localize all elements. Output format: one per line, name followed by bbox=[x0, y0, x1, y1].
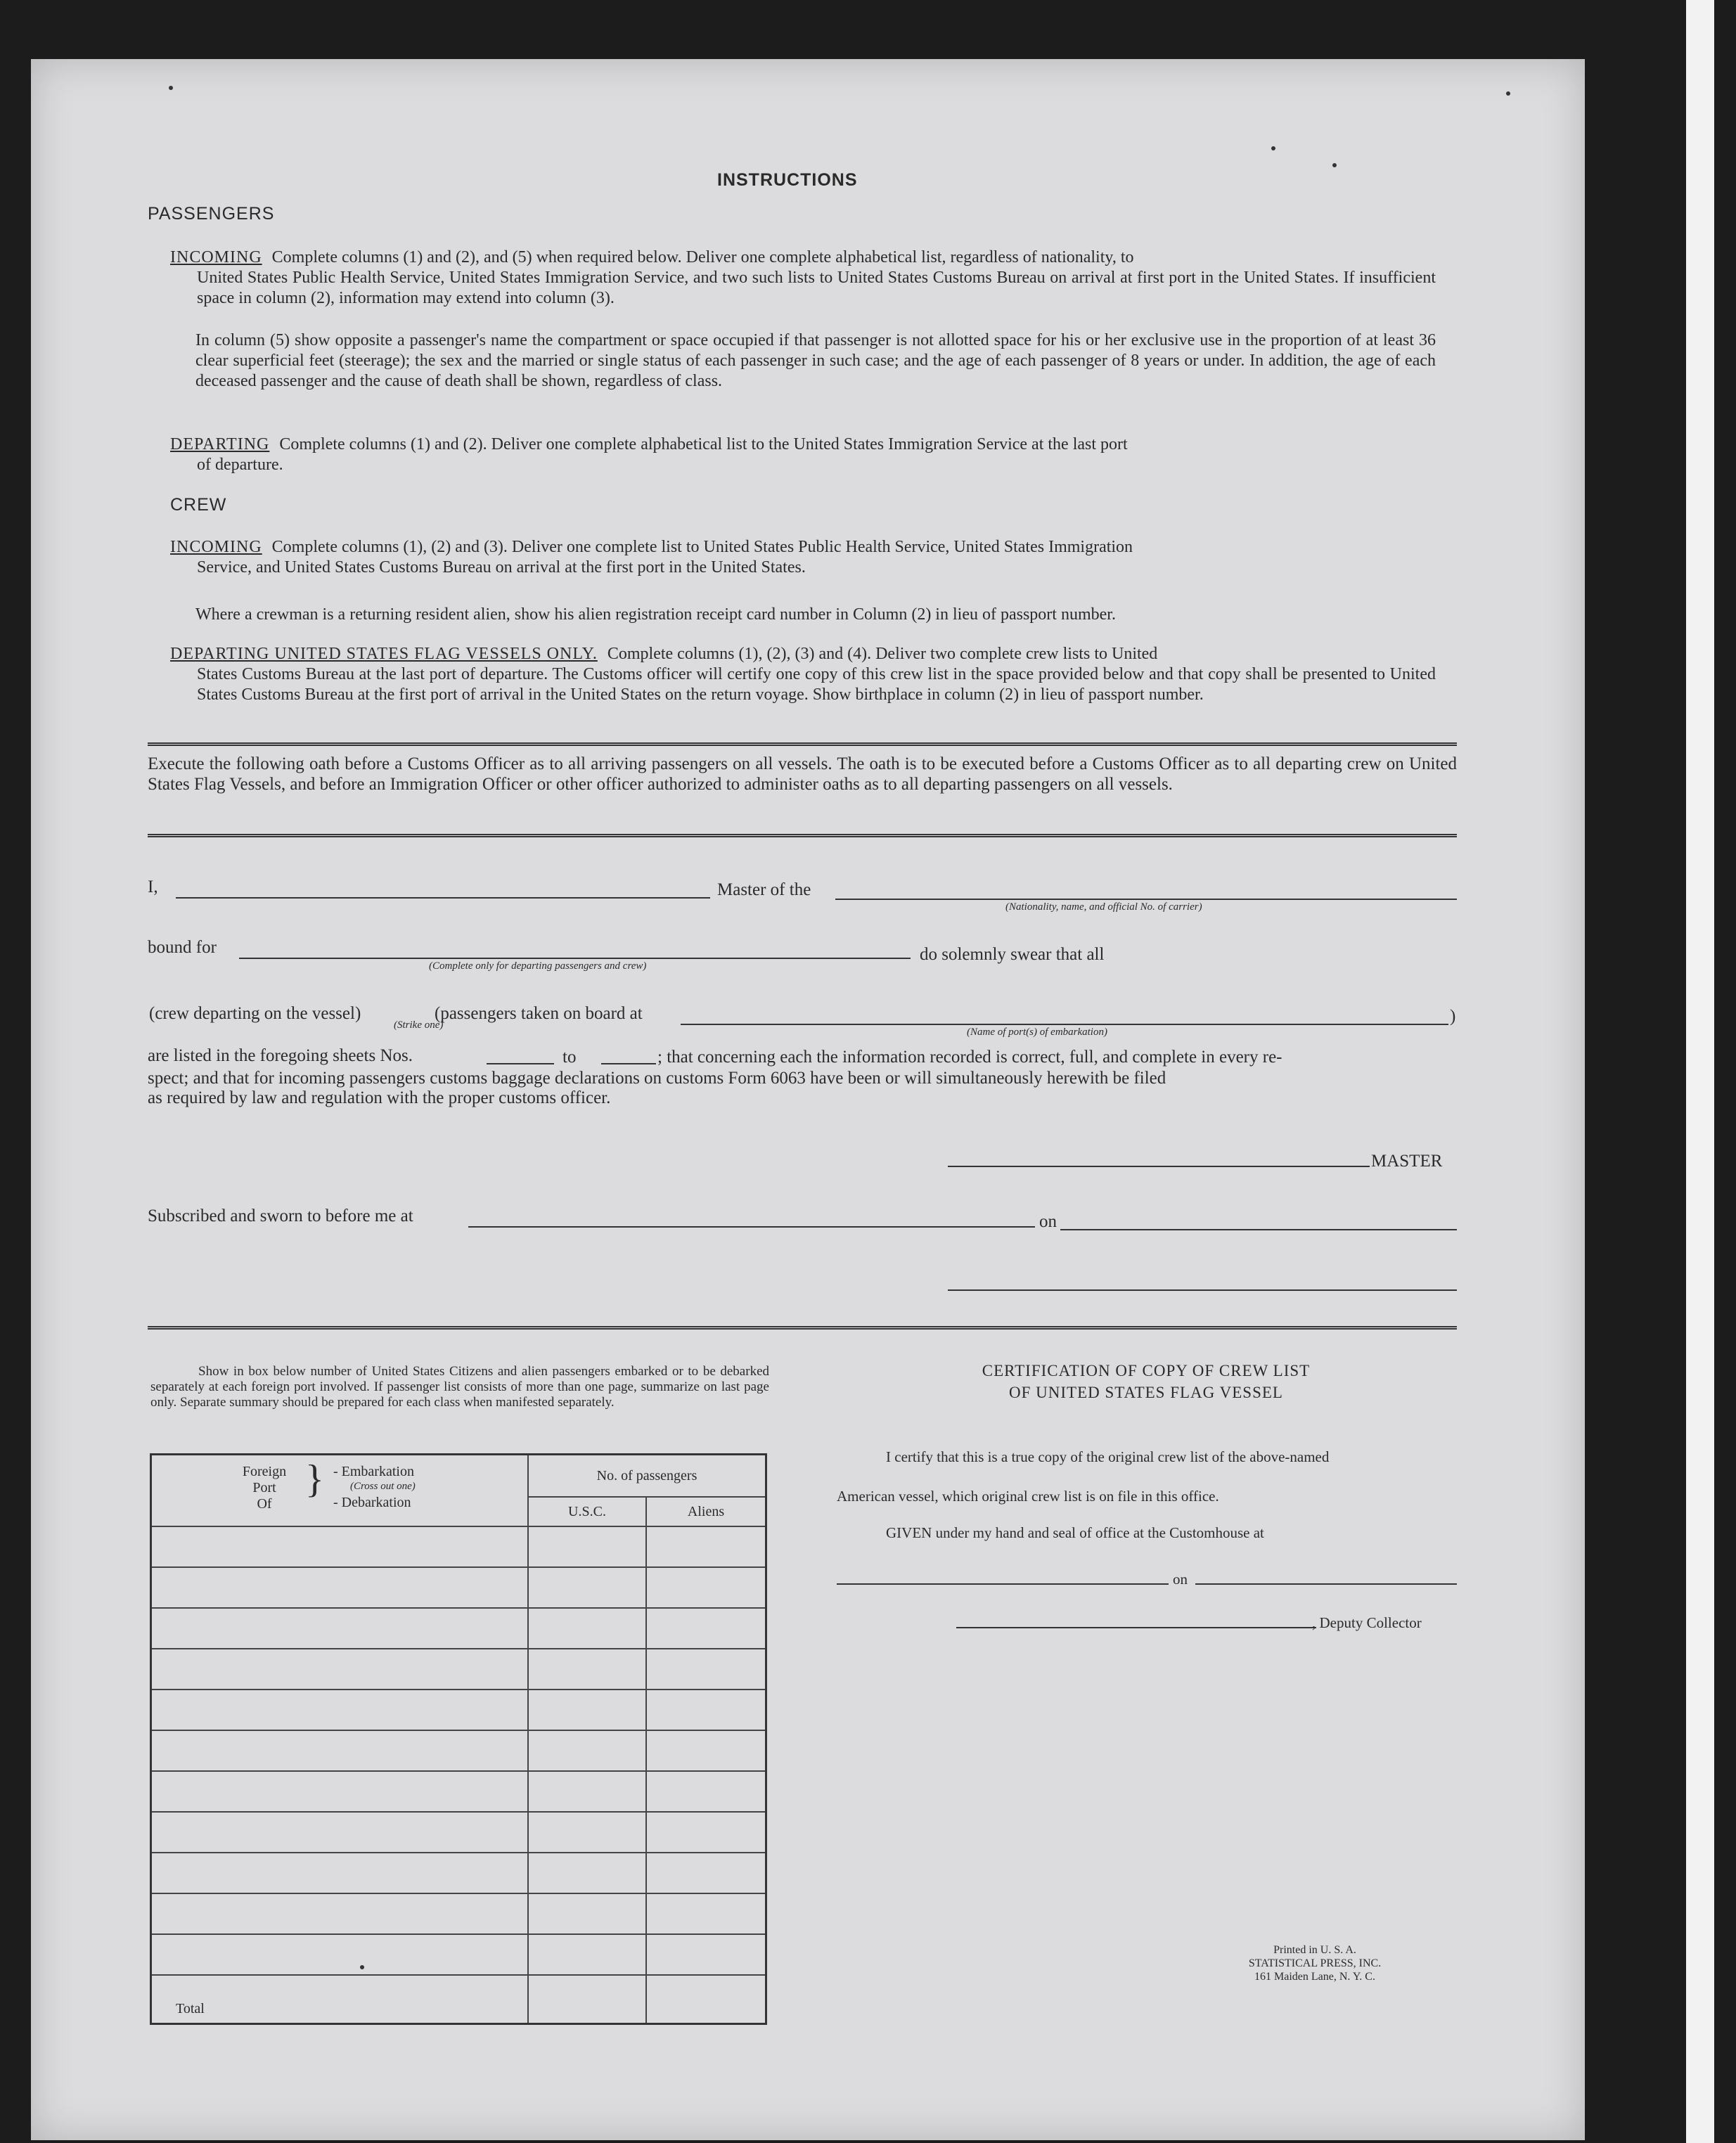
deputy-collector-label: , Deputy Collector bbox=[1312, 1614, 1422, 1631]
printer-line1: Printed in U. S. A. bbox=[1273, 1944, 1356, 1956]
sworn-on-label: on bbox=[1039, 1212, 1057, 1231]
aliens-cell[interactable] bbox=[646, 1853, 766, 1893]
close-paren: ) bbox=[1450, 1007, 1456, 1026]
foreign-port-header bbox=[151, 1455, 529, 1527]
table-row bbox=[151, 1567, 766, 1608]
scan-speck bbox=[1271, 146, 1275, 150]
sworn-date-field[interactable] bbox=[1060, 1229, 1457, 1230]
master-of-label: Master of the bbox=[717, 880, 811, 899]
table-row bbox=[151, 1730, 766, 1771]
aliens-cell[interactable] bbox=[646, 1771, 766, 1812]
crew-incoming-text2: Service, and United States Customs Bureau on arrival at the first port in the United States. bbox=[197, 558, 806, 577]
customhouse-field[interactable] bbox=[837, 1583, 1169, 1585]
port-cell[interactable] bbox=[151, 1608, 529, 1649]
crew-departing-paragraph bbox=[170, 644, 1436, 705]
aliens-cell[interactable] bbox=[646, 1608, 766, 1649]
cross-out-caption: (Cross out one) bbox=[350, 1481, 416, 1492]
certification-text1: I certify that this is a true copy of the original crew list of the above-named bbox=[886, 1448, 1330, 1465]
table-row bbox=[151, 1649, 766, 1690]
usc-cell[interactable] bbox=[528, 1526, 646, 1567]
table-row bbox=[151, 1771, 766, 1812]
carrier-caption: (Nationality, name, and official No. of carrier) bbox=[1005, 901, 1202, 913]
usc-cell[interactable] bbox=[528, 1812, 646, 1853]
table-row bbox=[151, 1526, 766, 1567]
passengers-departing-text1: Complete columns (1) and (2). Deliver one complete alphabetical list to the United States Immigration Service at the last port bbox=[279, 435, 1128, 453]
table-row bbox=[151, 1690, 766, 1730]
no-of-passengers-header: No. of passengers bbox=[528, 1455, 766, 1498]
listed-to: to bbox=[562, 1048, 577, 1067]
embarkation-port-field[interactable] bbox=[681, 1024, 1448, 1025]
listed-text-a: are listed in the foregoing sheets Nos. bbox=[148, 1046, 413, 1065]
certification-title bbox=[837, 1360, 1455, 1403]
usc-cell[interactable] bbox=[528, 1853, 646, 1893]
crew-incoming-lead: INCOMING bbox=[170, 538, 262, 556]
brace-glyph: } bbox=[305, 1457, 324, 1501]
sworn-place-field[interactable] bbox=[468, 1226, 1035, 1228]
port-cell[interactable] bbox=[151, 1812, 529, 1853]
crew-departing-text2: States Customs Bureau at the last port of departure. The Customs officer will certify one copy of this crew list in the space provided below and that copy shall be presented to United States Customs Bureau at the first port of arrival in the United States on the return voyage. Show birthplace in column (2) in lieu of passport number. bbox=[197, 665, 1436, 704]
foreign-word: Foreign bbox=[242, 1464, 287, 1479]
officer-signature-field[interactable] bbox=[948, 1289, 1457, 1291]
crew-departing-text1: Complete columns (1), (2), (3) and (4). Deliver two complete crew lists to United bbox=[607, 645, 1158, 663]
listed-text-b: ; that concerning each the information recorded is correct, full, and complete in every re- bbox=[657, 1048, 1282, 1067]
divider-rule bbox=[148, 834, 1457, 837]
passenger-summary-table bbox=[150, 1453, 767, 2025]
usc-header: U.S.C. bbox=[528, 1497, 646, 1526]
printer-line2: STATISTICAL PRESS, INC. bbox=[1248, 1957, 1382, 1969]
crew-resident-paragraph: Where a crewman is a returning resident alien, show his alien registration receipt card number in Column (2) in lieu of passport number. bbox=[195, 605, 1116, 624]
port-word: Port bbox=[252, 1480, 276, 1495]
sheet-from-field[interactable] bbox=[487, 1063, 554, 1064]
master-signature-field[interactable] bbox=[948, 1166, 1370, 1167]
oath-i-label: I, bbox=[148, 877, 158, 896]
crew-incoming-paragraph bbox=[170, 537, 1436, 578]
usc-total-cell[interactable] bbox=[528, 1975, 646, 2024]
port-cell[interactable] bbox=[151, 1567, 529, 1608]
scan-edge-strip bbox=[1686, 0, 1714, 2143]
printer-line3: 161 Maiden Lane, N. Y. C. bbox=[1254, 1971, 1375, 1983]
usc-cell[interactable] bbox=[528, 1567, 646, 1608]
usc-cell[interactable] bbox=[528, 1690, 646, 1730]
listed-line3: as required by law and regulation with the proper customs officer. bbox=[148, 1088, 611, 1107]
aliens-cell[interactable] bbox=[646, 1526, 766, 1567]
divider-rule bbox=[148, 1326, 1457, 1330]
crew-heading: CREW bbox=[170, 495, 227, 515]
port-cell[interactable] bbox=[151, 1690, 529, 1730]
total-label: Total bbox=[151, 1975, 529, 2024]
passengers-taken-option: (passengers taken on board at bbox=[435, 1004, 643, 1023]
table-row bbox=[151, 1934, 766, 1975]
port-cell[interactable] bbox=[151, 1649, 529, 1690]
carrier-field[interactable] bbox=[835, 899, 1457, 900]
passengers-heading: PASSENGERS bbox=[148, 204, 275, 224]
swear-label: do solemnly swear that all bbox=[920, 945, 1105, 964]
usc-cell[interactable] bbox=[528, 1934, 646, 1975]
summary-instructions: Show in box below number of United States Citizens and alien passengers embarked or to be debarked separately at each foreign port involved. If passenger list consists of more than one page, summarize on last page only. Separate summary should be prepared for each class when manifested separately. bbox=[150, 1364, 769, 1410]
certification-on-label: on bbox=[1173, 1571, 1188, 1588]
aliens-total-cell[interactable] bbox=[646, 1975, 766, 2024]
embarkation-option[interactable]: - Embarkation bbox=[333, 1464, 414, 1479]
passengers-incoming-text1: Complete columns (1) and (2), and (5) when required below. Deliver one complete alphabetical list, regardless of nationality, to bbox=[271, 248, 1134, 266]
instructions-title: INSTRUCTIONS bbox=[717, 170, 858, 190]
bound-for-label: bound for bbox=[148, 938, 217, 957]
subscribed-label: Subscribed and sworn to before me at bbox=[148, 1206, 413, 1225]
aliens-cell[interactable] bbox=[646, 1690, 766, 1730]
port-cell[interactable] bbox=[151, 1893, 529, 1934]
column5-paragraph: In column (5) show opposite a passenger's name the compartment or space occupied if that passenger is not allotted space for his or her exclusive use in the proportion of at least 36 clear superficial feet (steerage); the sex and the married or single status of each passenger in such case; and the age of each passenger of 8 years or under. In addition, the age of each deceased passenger and the cause of death shall be shown, regardless of class. bbox=[195, 331, 1436, 390]
port-cell[interactable] bbox=[151, 1934, 529, 1975]
passengers-departing-lead: DEPARTING bbox=[170, 435, 270, 453]
total-row bbox=[151, 1975, 766, 2024]
usc-cell[interactable] bbox=[528, 1893, 646, 1934]
port-cell[interactable] bbox=[151, 1526, 529, 1567]
passengers-incoming-lead: INCOMING bbox=[170, 248, 262, 266]
master-label: MASTER bbox=[1371, 1152, 1443, 1171]
divider-rule bbox=[148, 742, 1457, 746]
debarkation-option[interactable]: - Debarkation bbox=[333, 1495, 411, 1510]
scan-speck bbox=[1332, 163, 1337, 167]
usc-cell[interactable] bbox=[528, 1730, 646, 1771]
strike-caption: (Strike one) bbox=[394, 1019, 444, 1031]
passengers-incoming-text2: United States Public Health Service, United States Immigration Service, and two such lists to United States Customs Bureau on arrival at first port in the United States. If insufficient space in column (2), information may extend into column (3). bbox=[197, 269, 1436, 307]
port-cell[interactable] bbox=[151, 1730, 529, 1771]
aliens-cell[interactable] bbox=[646, 1730, 766, 1771]
usc-cell[interactable] bbox=[528, 1608, 646, 1649]
crew-departing-option: (crew departing on the vessel) bbox=[149, 1004, 361, 1023]
aliens-cell[interactable] bbox=[646, 1934, 766, 1975]
oath-intro: Execute the following oath before a Customs Officer as to all arriving passengers on all vessels. The oath is to be executed before a Customs Officer as to all departing crew on United States Flag Vessels, and before an Immigration Officer or other officer authorized to administer oaths as to all departing passengers on all vessels. bbox=[148, 754, 1457, 794]
certification-title-line2: OF UNITED STATES FLAG VESSEL bbox=[1009, 1384, 1283, 1401]
usc-cell[interactable] bbox=[528, 1649, 646, 1690]
usc-cell[interactable] bbox=[528, 1771, 646, 1812]
aliens-cell[interactable] bbox=[646, 1649, 766, 1690]
of-word: Of bbox=[257, 1496, 272, 1512]
crew-departing-lead: DEPARTING UNITED STATES FLAG VESSELS ONLY. bbox=[170, 645, 598, 663]
foreign-port-of-label bbox=[236, 1464, 292, 1512]
passengers-departing-text2: of departure. bbox=[197, 456, 283, 474]
sheet-to-field[interactable] bbox=[601, 1063, 656, 1064]
certification-given: GIVEN under my hand and seal of office at the Customhouse at bbox=[886, 1524, 1264, 1541]
port-caption: (Name of port(s) of embarkation) bbox=[967, 1027, 1107, 1038]
aliens-cell[interactable] bbox=[646, 1567, 766, 1608]
port-cell[interactable] bbox=[151, 1853, 529, 1893]
aliens-cell[interactable] bbox=[646, 1812, 766, 1853]
certification-text2: American vessel, which original crew list is on file in this office. bbox=[837, 1488, 1219, 1505]
crew-incoming-text1: Complete columns (1), (2) and (3). Deliver one complete list to United States Public Health Service, United States Immigration bbox=[271, 538, 1133, 556]
master-name-field[interactable] bbox=[176, 897, 710, 899]
bound-caption: (Complete only for departing passengers and crew) bbox=[429, 960, 647, 972]
passengers-departing-paragraph bbox=[170, 435, 1436, 475]
listed-line2: spect; and that for incoming passengers customs baggage declarations on customs Form 6063 have been or will simultaneously herewith be filed bbox=[148, 1069, 1166, 1088]
port-cell[interactable] bbox=[151, 1771, 529, 1812]
passengers-incoming-paragraph bbox=[170, 247, 1436, 309]
table-row bbox=[151, 1608, 766, 1649]
certification-title-line1: CERTIFICATION OF COPY OF CREW LIST bbox=[982, 1362, 1311, 1379]
scan-speck bbox=[169, 86, 173, 90]
deputy-signature-field[interactable] bbox=[956, 1627, 1316, 1628]
table-row bbox=[151, 1853, 766, 1893]
bound-for-field[interactable] bbox=[239, 958, 911, 959]
aliens-cell[interactable] bbox=[646, 1893, 766, 1934]
scan-speck bbox=[1506, 91, 1510, 96]
aliens-header: Aliens bbox=[646, 1497, 766, 1526]
table-row bbox=[151, 1893, 766, 1934]
table-row bbox=[151, 1812, 766, 1853]
printer-imprint bbox=[1245, 1943, 1385, 1983]
certification-date-field[interactable] bbox=[1195, 1583, 1457, 1585]
